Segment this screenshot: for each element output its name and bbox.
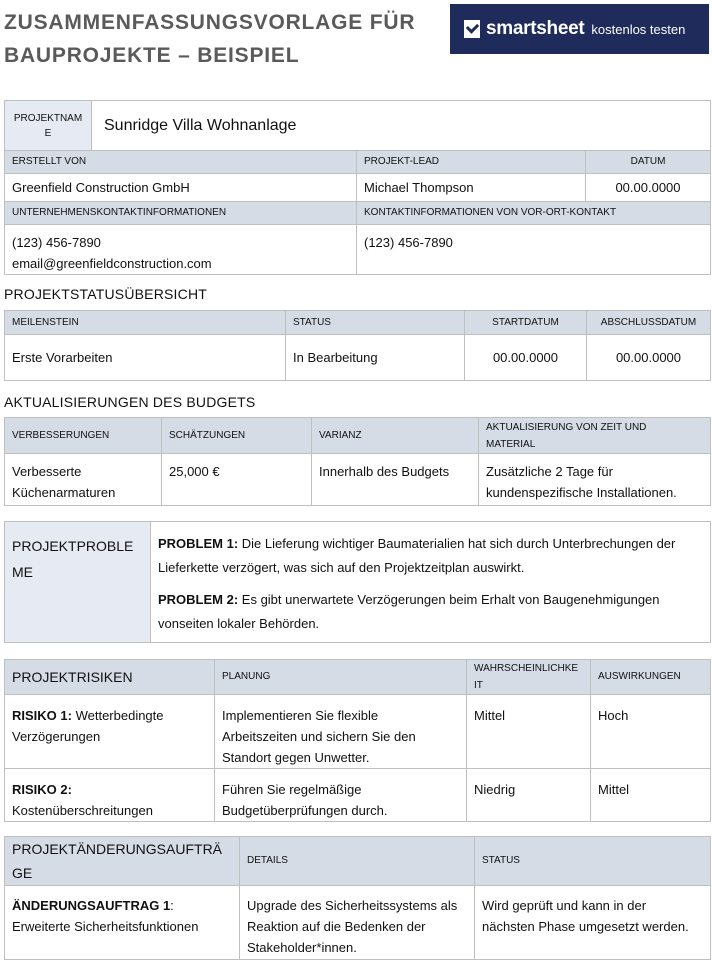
change-order-details (240, 886, 475, 960)
change-order-status-line: nächsten Phase umgesetzt werden. (482, 919, 689, 934)
onsite-contact-header: KONTAKTINFORMATIONEN VON VOR-ORT-KONTAKT (357, 202, 711, 225)
created-by-value: Greenfield Construction GmbH (5, 174, 357, 202)
risk-likelihood: Niedrig (467, 769, 591, 822)
risk-plan-line: Arbeitszeiten und sichern Sie den (222, 729, 416, 744)
problem-item (158, 532, 703, 580)
change-orders-heading-line-2: GE (12, 865, 33, 881)
page-title-line-2: BAUPROJEKTE – BEISPIEL (4, 44, 300, 67)
details-header: DETAILS (240, 837, 475, 886)
risks-heading: PROJEKTRISIKEN (5, 660, 215, 695)
risk-plan (215, 769, 467, 822)
status-header: STATUS (286, 311, 465, 335)
smartsheet-check-logo-icon (464, 20, 480, 38)
risk-plan-line: Budgetüberprüfungen durch. (222, 803, 388, 818)
problem-text: Die Lieferung wichtiger Baumaterialien hat sich durch Unterbrechungen der (238, 536, 676, 551)
risk-name (5, 695, 215, 769)
time-material-header (479, 418, 711, 454)
end-date-value: 00.00.0000 (587, 335, 711, 381)
problem-tag: PROBLEM 2: (158, 592, 239, 607)
change-orders-heading (5, 837, 240, 886)
company-email: email@greenfieldconstruction.com (12, 256, 212, 271)
change-order-details-line: Reaktion auf die Bedenken der (247, 919, 426, 934)
risk-tag: RISIKO 2: (12, 782, 72, 797)
risk-impact: Mittel (591, 769, 711, 822)
time-material-line-2: kundenspezifische Installationen. (486, 485, 677, 500)
date-value: 00.00.0000 (586, 174, 711, 202)
end-date-header: ABSCHLUSSDATUM (587, 311, 711, 335)
estimate-value: 25,000 € (162, 454, 312, 506)
estimates-header: SCHÄTZUNGEN (162, 418, 312, 454)
page-title (4, 6, 444, 72)
onsite-phone: (123) 456-7890 (364, 235, 453, 250)
risk-likelihood: Mittel (467, 695, 591, 769)
likelihood-header-line-1: WAHRSCHEINLICHKE (474, 663, 579, 674)
change-order-details-line: Stakeholder*innen. (247, 940, 357, 955)
change-order-name-line-1 (12, 895, 232, 916)
change-order-status (475, 886, 711, 960)
project-lead-header: PROJEKT-LEAD (357, 151, 586, 174)
change-order-status-line: Wird geprüft und kann in der (482, 898, 647, 913)
time-material-header-line-1: AKTUALISIERUNG VON ZEIT UND (486, 421, 647, 433)
problems-label-line-1: PROJEKTPROBLE (12, 538, 134, 554)
risk-name-line-1 (12, 779, 207, 800)
improvements-header: VERBESSERUNGEN (5, 418, 162, 454)
risk-plan-line: Führen Sie regelmäßige (222, 782, 362, 797)
improvement-value (5, 454, 162, 506)
company-contact-header: UNTERNEHMENSKONTAKTINFORMATIONEN (5, 202, 357, 225)
impact-header: AUSWIRKUNGEN (591, 660, 711, 695)
planning-header: PLANUNG (215, 660, 467, 695)
project-name-label (5, 101, 92, 151)
improvement-line-1: Verbesserte (12, 464, 82, 479)
status-overview-table (4, 310, 711, 381)
project-lead-value: Michael Thompson (357, 174, 586, 202)
milestone-value: Erste Vorarbeiten (5, 335, 286, 381)
problems-table (4, 521, 711, 643)
risk-impact: Hoch (591, 695, 711, 769)
risk-plan (215, 695, 467, 769)
time-material-value (479, 454, 711, 506)
change-order-details-line: Upgrade des Sicherheitssystems als (247, 898, 458, 913)
problems-content (151, 522, 711, 643)
project-info-table (4, 100, 711, 275)
risk-plan-line: Implementieren Sie flexible (222, 708, 379, 723)
smartsheet-banner[interactable] (450, 4, 709, 54)
problems-label (5, 522, 151, 643)
change-status-header: STATUS (475, 837, 711, 886)
change-order-name (5, 886, 240, 960)
company-phone: (123) 456-7890 (12, 235, 101, 250)
risk-name-line-1 (12, 705, 207, 726)
banner-brand: smartsheet (486, 18, 585, 39)
project-name-label-line-2: E (44, 127, 52, 139)
page-title-line-1: ZUSAMMENFASSUNGSVORLAGE FÜR (4, 11, 416, 34)
risk-name-line-2: Verzögerungen (12, 729, 101, 744)
change-orders-heading-line-1: PROJEKTÄNDERUNGSAUFTRÄ (12, 841, 223, 857)
company-contact-value (5, 225, 357, 275)
onsite-contact-value (357, 225, 711, 275)
problem-text: Lieferkette verzögert, was sich auf den Projektzeitplan auswirkt. (158, 560, 525, 575)
date-header: DATUM (586, 151, 711, 174)
risk-name (5, 769, 215, 822)
change-order-colon: : (170, 898, 174, 913)
risks-table (4, 659, 711, 822)
budget-table (4, 417, 711, 506)
banner-cta: kostenlos testen (591, 21, 686, 37)
likelihood-header (467, 660, 591, 695)
change-orders-table (4, 836, 711, 960)
project-name-value: Sunridge Villa Wohnanlage (92, 101, 711, 151)
budget-heading: AKTUALISIERUNGEN DES BUDGETS (4, 394, 256, 410)
variance-value: Innerhalb des Budgets (312, 454, 479, 506)
change-order-name-line-2: Erweiterte Sicherheitsfunktionen (12, 919, 199, 934)
problems-label-line-2: ME (12, 564, 33, 580)
variance-header: VARIANZ (312, 418, 479, 454)
risk-name-text: Wetterbedingte (71, 708, 164, 723)
problem-tag: PROBLEM 1: (158, 536, 239, 551)
likelihood-header-line-2: IT (474, 680, 483, 691)
risk-tag: RISIKO 1: (12, 708, 72, 723)
project-name-label-line-1: PROJEKTNAM (13, 112, 83, 124)
problem-text: vonseiten lokaler Behörden. (158, 616, 320, 631)
time-material-line-1: Zusätzliche 2 Tage für (486, 464, 613, 479)
problem-text: Es gibt unerwartete Verzögerungen beim Erhalt von Baugenehmigungen (238, 592, 660, 607)
risk-plan-line: Standort gegen Unwetter. (222, 750, 370, 765)
improvement-line-2: Küchenarmaturen (12, 485, 116, 500)
created-by-header: ERSTELLT VON (5, 151, 357, 174)
status-overview-heading: PROJEKTSTATUSÜBERSICHT (4, 286, 208, 302)
start-date-header: STARTDATUM (465, 311, 587, 335)
change-order-tag: ÄNDERUNGSAUFTRAG 1 (12, 898, 171, 913)
time-material-header-line-2: MATERIAL (486, 438, 536, 450)
risk-name-line-2: Kostenüberschreitungen (12, 803, 153, 818)
problem-item (158, 588, 703, 636)
status-value: In Bearbeitung (286, 335, 465, 381)
start-date-value: 00.00.0000 (465, 335, 587, 381)
milestone-header: MEILENSTEIN (5, 311, 286, 335)
